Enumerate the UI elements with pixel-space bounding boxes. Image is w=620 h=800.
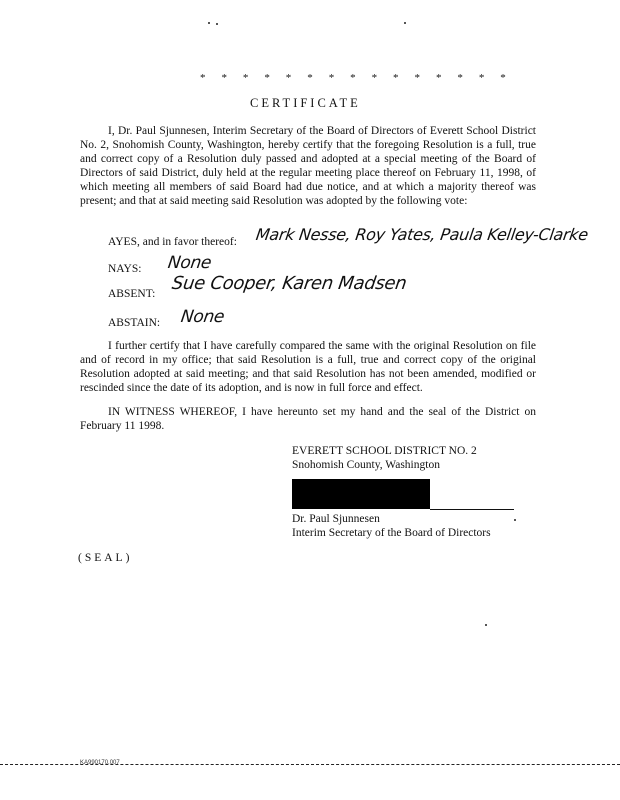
star-divider: * * * * * * * * * * * * * * * (200, 72, 513, 84)
signer-title: Interim Secretary of the Board of Directors (292, 527, 491, 539)
scan-speck (485, 624, 487, 626)
scan-speck (404, 22, 406, 24)
signer-block (292, 512, 491, 540)
scan-speck (208, 22, 210, 24)
certificate-title: CERTIFICATE (250, 96, 361, 110)
footer-rule (0, 764, 620, 765)
witness-paragraph (80, 405, 536, 433)
scan-speck (514, 519, 516, 521)
seal-placeholder: (SEAL) (78, 552, 133, 564)
certification-paragraph (80, 124, 536, 208)
further-certification-text: I further certify that I have carefully compared the same with the original Resolution on file and of record in my office; that said Resolution is a full, true and correct copy of the original Resolution adopted at said meeting; and that said Resolution has not been amended, modified or rescinded since the date of its adoption, and is now in full force and effect. (80, 340, 536, 394)
document-code: KA990170.007 (80, 760, 120, 766)
abstain-handwritten-value: None (179, 307, 226, 327)
redacted-signature (292, 479, 430, 509)
district-county: Snohomish County, Washington (292, 459, 440, 471)
abstain-label: ABSTAIN: (108, 317, 161, 329)
district-name: EVERETT SCHOOL DISTRICT NO. 2 (292, 445, 477, 457)
nays-label: NAYS: (108, 263, 142, 275)
signature-line (430, 509, 514, 510)
ayes-handwritten-names: Mark Nesse, Roy Yates, Paula Kelley-Clarke (254, 225, 590, 244)
nays-handwritten-value: None (166, 253, 213, 273)
absent-label: ABSENT: (108, 288, 156, 300)
scan-speck (216, 23, 218, 25)
signer-name: Dr. Paul Sjunnesen (292, 513, 380, 525)
absent-handwritten-names: Sue Cooper, Karen Madsen (170, 273, 408, 294)
witness-text: IN WITNESS WHEREOF, I have hereunto set my hand and the seal of the District on February 11 1998. (80, 406, 536, 432)
certification-text: I, Dr. Paul Sjunnesen, Interim Secretary of the Board of Directors of Everett School District No. 2, Snohomish County, Washington, hereby certify that the foregoing Resolution is a full, true and correct copy of a Resolution duly passed and adopted at a special meeting of the Board of Directors of said District, duly held at the regular meeting place thereof on February 11, 1998, of which meeting all members of said Board had due notice, and at which a majority thereof was present; and that at said meeting said Resolution was adopted by the following vote: (80, 125, 536, 207)
ayes-label: AYES, and in favor thereof: (108, 236, 237, 248)
district-block (292, 444, 477, 472)
further-certification-paragraph (80, 339, 536, 395)
